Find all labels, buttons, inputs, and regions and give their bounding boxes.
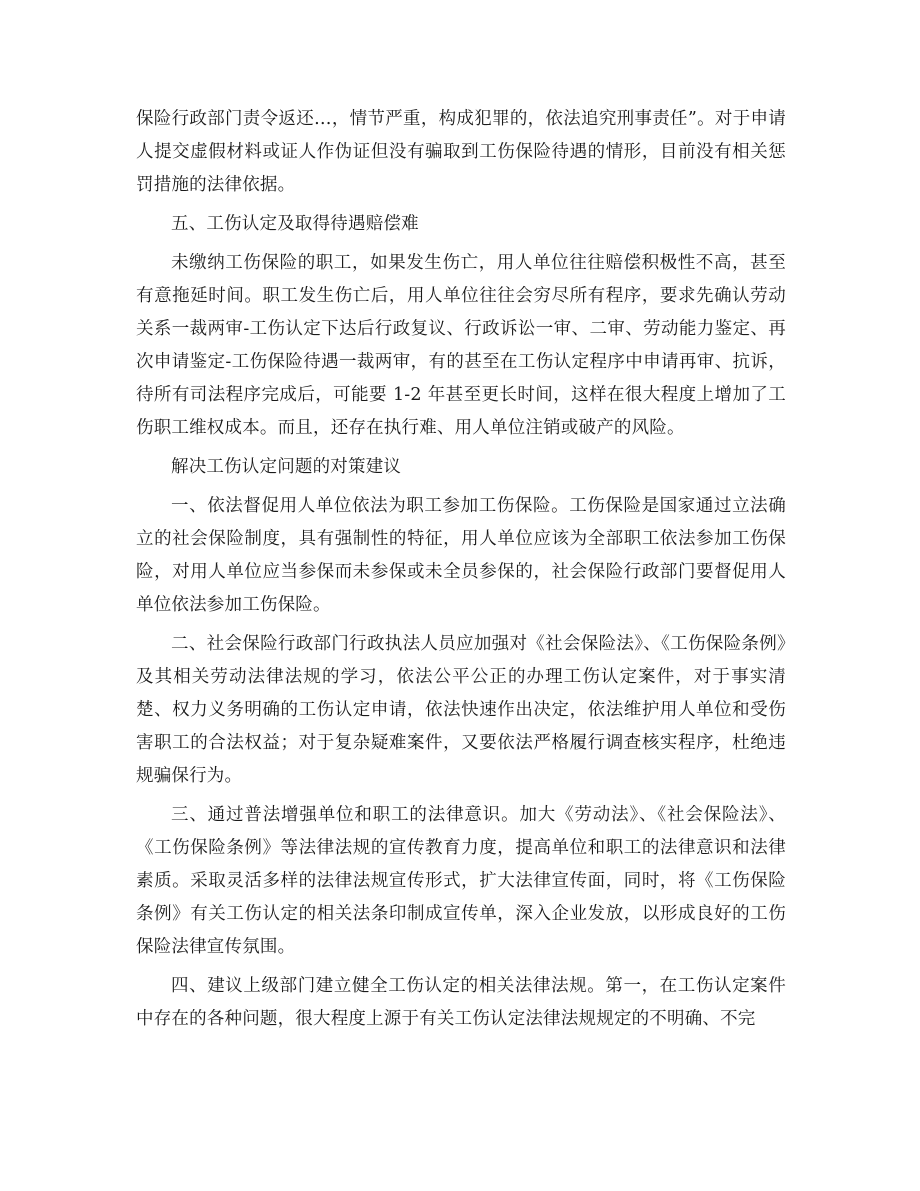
paragraph-compensation: 未缴纳工伤保险的职工，如果发生伤亡，用人单位往往赔偿积极性不高，甚至有意拖延时间。职工发生伤亡后，用人单位往往会穷尽所有程序，要求先确认劳动关系一裁两审-工伤认定下达后行政复议、行政诉讼一审、二审、劳动能力鉴定、再次申请鉴定-工伤保险待遇一裁两审，有的甚至在工伤认定程序中申请再审、抗诉，待所有司法程序完成后，可能要 1-2 年甚至更长时间，这样在很大程度上增加了工伤职工维权成本。而且，还存在执行难、用人单位注销或破产的风险。 (136, 253, 786, 438)
section-heading-suggestions: 解决工伤认定问题的对策建议 (171, 457, 402, 477)
paragraph-suggestion-one: 一、依法督促用人单位依法为职工参加工伤保险。工伤保险是国家通过立法确立的社会保险制度，具有强制性的特征，用人单位应该为全部职工依法参加工伤保险，对用人单位应当参保而未参保或未全员参保的，社会保险行政部门要督促用人单位依法参加工伤保险。 (136, 496, 786, 615)
paragraph-continuation: 保险行政部门责令返还…，情节严重，构成犯罪的，依法追究刑事责任”。对于申请人提交虚假材料或证人作伪证但没有骗取到工伤保险待遇的情形，目前没有相关惩罚措施的法律依据。 (136, 109, 786, 195)
paragraph-suggestion-four: 四、建议上级部门建立健全工伤认定的相关法律法规。第一，在工伤认定案件中存在的各种问题，很大程度上源于有关工伤认定法律法规规定的不明确、不完 (136, 976, 786, 1029)
section-heading-five: 五、工伤认定及取得待遇赔偿难 (171, 214, 419, 234)
paragraph-suggestion-two: 二、社会保险行政部门行政执法人员应加强对《社会保险法》、《工伤保险条例》及其相关劳动法律法规的学习，依法公平公正的办理工伤认定案件，对于事实清楚、权力义务明确的工伤认定申请，依法快速作出决定，依法维护用人单位和受伤害职工的合法权益；对于复杂疑难案件，又要依法严格履行调查核实程序，杜绝违规骗保行为。 (136, 634, 786, 786)
document-body (136, 103, 786, 1042)
paragraph-suggestion-three: 三、通过普法增强单位和职工的法律意识。加大《劳动法》、《社会保险法》、《工伤保险条例》等法律法规的宣传教育力度，提高单位和职工的法律意识和法律素质。采取灵活多样的法律法规宣传形式，扩大法律宣传面，同时，将《工伤保险条例》有关工伤认定的相关法条印制成宣传单，深入企业发放，以形成良好的工伤保险法律宣传氛围。 (136, 805, 786, 957)
